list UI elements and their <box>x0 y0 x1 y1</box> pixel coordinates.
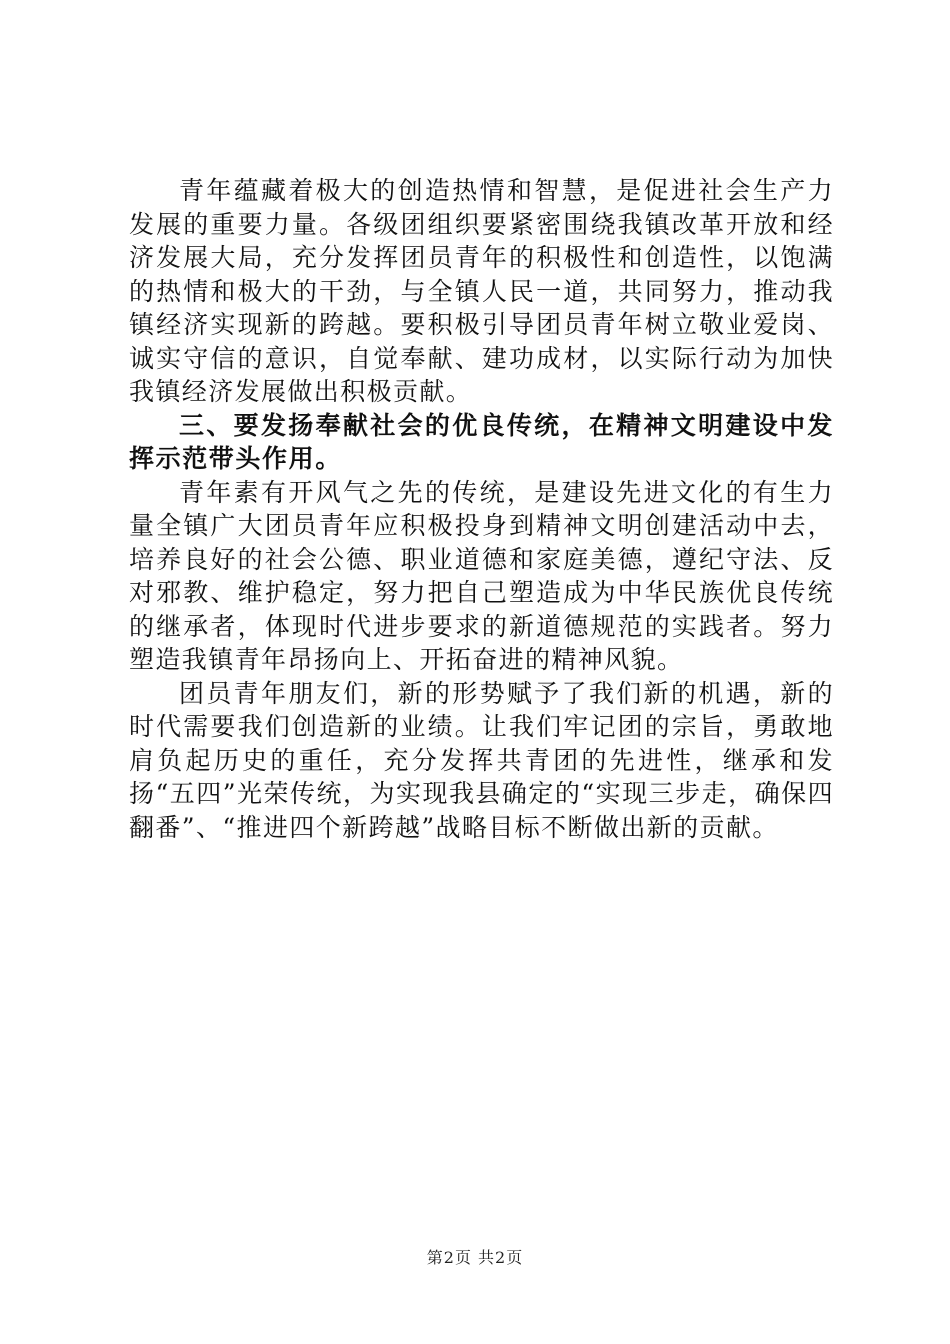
paragraph-closing-appeal: 团员青年朋友们，新的形势赋予了我们新的机遇，新的时代需要我们创造新的业绩。让我们牢记团的宗旨，勇敢地肩负起历史的重任，充分发挥共青团的先进性，继承和发扬“五四”光荣传统，为实现我县确定的“实现三步走，确保四翻番”、“推进四个新跨越”战略目标不断做出新的贡献。 <box>129 678 834 842</box>
paragraph-spiritual-civilization: 青年素有开风气之先的传统，是建设先进文化的有生力量全镇广大团员青年应积极投身到精神文明创建活动中去，培养良好的社会公德、职业道德和家庭美德，遵纪守法、反对邪教、维护稳定，努力把自己塑造成为中华民族优良传统的继承者，体现时代进步要求的新道德规范的实践者。努力塑造我镇青年昂扬向上、开拓奋进的精神风貌。 <box>129 477 834 674</box>
document-body <box>129 174 834 844</box>
page-number-footer: 第2页 共2页 <box>426 1248 524 1267</box>
section-heading-three: 三、要发扬奉献社会的优良传统，在精神文明建设中发挥示范带头作用。 <box>129 410 834 473</box>
paragraph-youth-creativity: 青年蕴藏着极大的创造热情和智慧，是促进社会生产力发展的重要力量。各级团组织要紧密围绕我镇改革开放和经济发展大局，充分发挥团员青年的积极性和创造性，以饱满的热情和极大的干劲，与全镇人民一道，共同努力，推动我镇经济实现新的跨越。要积极引导团员青年树立敬业爱岗、诚实守信的意识，自觉奉献、建功成材，以实际行动为加快我镇经济发展做出积极贡献。 <box>129 176 834 406</box>
